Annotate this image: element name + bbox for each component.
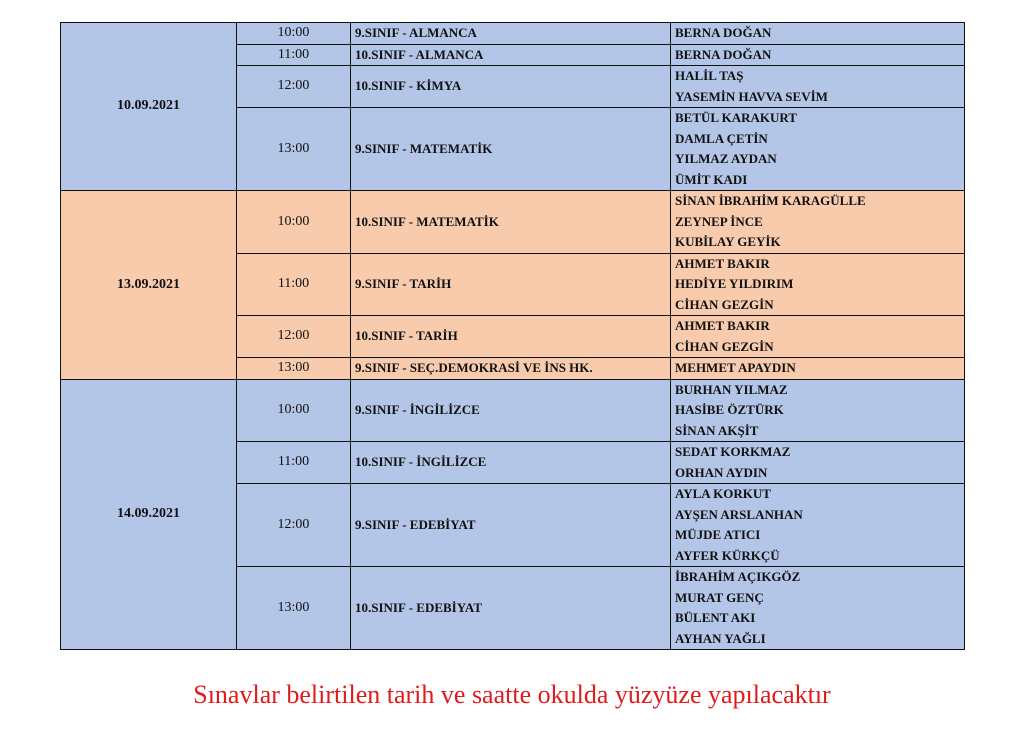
teacher-name: YASEMİN HAVVA SEVİM	[675, 88, 828, 104]
exam-teachers	[671, 379, 965, 442]
exam-time: 10:00	[237, 23, 351, 45]
exam-time: 12:00	[237, 316, 351, 358]
exam-date: 13.09.2021	[61, 191, 237, 380]
teacher-name: CİHAN GEZGİN	[675, 296, 774, 312]
exam-time: 12:00	[237, 66, 351, 108]
exam-teachers	[671, 316, 965, 358]
teacher-name: CİHAN GEZGİN	[675, 338, 774, 354]
teacher-name: BERNA DOĞAN	[675, 46, 772, 62]
exam-time: 13:00	[237, 567, 351, 650]
teacher-name: BURHAN YILMAZ	[675, 381, 788, 397]
schedule-row	[61, 23, 965, 45]
exam-time: 11:00	[237, 253, 351, 316]
exam-subject: 10.SINIF - MATEMATİK	[351, 191, 671, 254]
exam-subject: 10.SINIF - İNGİLİZCE	[351, 442, 671, 484]
exam-time: 10:00	[237, 191, 351, 254]
exam-time: 11:00	[237, 442, 351, 484]
exam-teachers	[671, 567, 965, 650]
exam-subject: 10.SINIF - ALMANCA	[351, 44, 671, 66]
teacher-name: MEHMET APAYDIN	[675, 360, 796, 375]
exam-teachers	[671, 191, 965, 254]
teacher-name: SİNAN AKŞİT	[675, 422, 759, 438]
exam-teachers	[671, 484, 965, 567]
teacher-name: YILMAZ AYDAN	[675, 151, 777, 166]
exam-teachers	[671, 358, 965, 380]
teacher-name: AYLA KORKUT	[675, 486, 771, 501]
exam-teachers	[671, 23, 965, 45]
teacher-name: MÜJDE ATICI	[675, 527, 761, 542]
teacher-name: HEDİYE YILDIRIM	[675, 276, 794, 291]
teacher-name: MURAT GENÇ	[675, 589, 764, 605]
teacher-name: SİNAN İBRAHİM KARAGÜLLE	[675, 193, 866, 208]
footer-notice: Sınavlar belirtilen tarih ve saatte okulda yüzyüze yapılacaktır	[193, 680, 831, 709]
exam-time: 11:00	[237, 44, 351, 66]
exam-teachers	[671, 253, 965, 316]
exam-teachers	[671, 442, 965, 484]
exam-subject: 9.SINIF - TARİH	[351, 253, 671, 316]
teacher-name: KUBİLAY GEYİK	[675, 234, 781, 249]
exam-time: 12:00	[237, 484, 351, 567]
teacher-name: AYFER KÜRKÇÜ	[675, 547, 780, 563]
exam-subject: 10.SINIF - TARİH	[351, 316, 671, 358]
exam-time: 10:00	[237, 379, 351, 442]
teacher-name: AHMET BAKIR	[675, 255, 770, 271]
teacher-name: SEDAT KORKMAZ	[675, 444, 791, 459]
teacher-name: BÜLENT AKI	[675, 610, 756, 625]
schedule-body	[61, 23, 965, 650]
exam-teachers	[671, 44, 965, 66]
teacher-name: HALİL TAŞ	[675, 68, 744, 83]
exam-date: 14.09.2021	[61, 379, 237, 650]
teacher-name: ÜMİT KADI	[675, 171, 748, 187]
exam-subject: 10.SINIF - KİMYA	[351, 66, 671, 108]
exam-subject: 9.SINIF - İNGİLİZCE	[351, 379, 671, 442]
exam-subject: 9.SINIF - EDEBİYAT	[351, 484, 671, 567]
teacher-name: ORHAN AYDIN	[675, 464, 768, 480]
exam-teachers	[671, 108, 965, 191]
schedule-row	[61, 379, 965, 442]
teacher-name: İBRAHİM AÇIKGÖZ	[675, 569, 801, 584]
teacher-name: ZEYNEP İNCE	[675, 213, 763, 229]
teacher-name: BETÜL KARAKURT	[675, 110, 797, 125]
exam-subject: 10.SINIF - EDEBİYAT	[351, 567, 671, 650]
exam-time: 13:00	[237, 358, 351, 380]
teacher-name: BERNA DOĞAN	[675, 25, 772, 40]
exam-subject: 9.SINIF - MATEMATİK	[351, 108, 671, 191]
exam-subject: 9.SINIF - ALMANCA	[351, 23, 671, 45]
teacher-name: DAMLA ÇETİN	[675, 130, 768, 146]
exam-date: 10.09.2021	[61, 23, 237, 191]
exam-teachers	[671, 66, 965, 108]
exam-schedule-table	[60, 22, 965, 650]
exam-time: 13:00	[237, 108, 351, 191]
schedule-row	[61, 191, 965, 254]
teacher-name: AHMET BAKIR	[675, 318, 770, 333]
exam-subject: 9.SINIF - SEÇ.DEMOKRASİ VE İNS HK.	[351, 358, 671, 380]
teacher-name: AYHAN YAĞLI	[675, 630, 766, 646]
teacher-name: HASİBE ÖZTÜRK	[675, 402, 784, 417]
teacher-name: AYŞEN ARSLANHAN	[675, 506, 803, 522]
